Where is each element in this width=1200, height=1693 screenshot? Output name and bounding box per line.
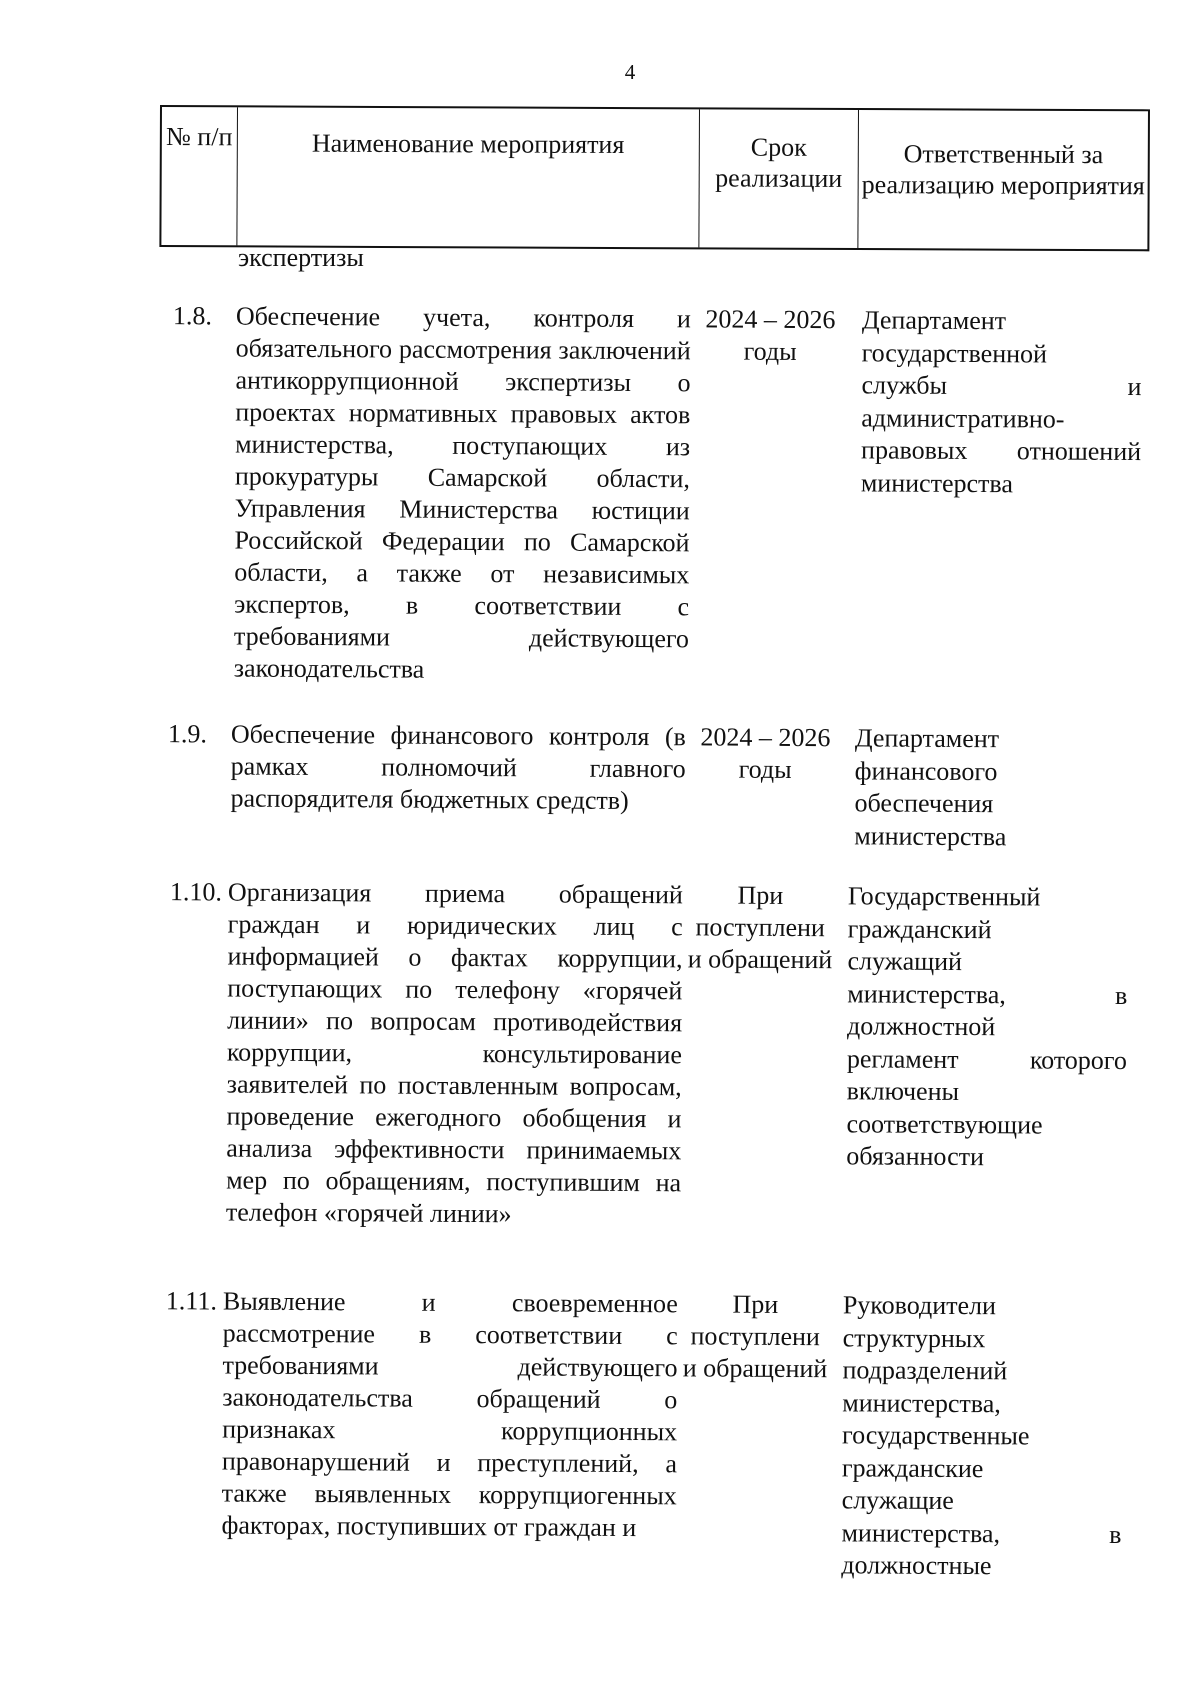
responsible-line: министерства,: [842, 1387, 1001, 1418]
row-responsible: [854, 722, 1135, 854]
responsible-line: министерства, в: [841, 1517, 1122, 1549]
row-term: 2024 – 2026 годы: [705, 304, 836, 366]
row-number: 1.11.: [165, 1286, 217, 1316]
row-measure-name: Обеспечение учета, контроля и обязательного рассмотрения заключений антикоррупционной экспертизы о проектах нормативных правовых актов министерства, поступающих из прокуратуры Самарской области, Управления Министерства юстиции Российской Федерации по Самарской области, а также от независимых экспертов, в соответствии с требованиями действующего законодательства: [233, 301, 691, 684]
responsible-line: Департамент: [861, 305, 1007, 336]
responsible-line: гражданские: [841, 1452, 984, 1483]
responsible-line: государственной: [861, 337, 1048, 368]
responsible-line: государственные: [842, 1420, 1030, 1451]
table-row: [135, 1285, 1135, 1581]
responsible-line: министерства: [860, 467, 1014, 498]
page-number: 4: [624, 60, 636, 84]
responsible-line: министерства, в: [847, 978, 1128, 1010]
row-number: 1.9.: [167, 719, 207, 749]
table-row: [150, 300, 1150, 684]
responsible-line: подразделений: [842, 1355, 1008, 1386]
continuation-text: экспертизы: [238, 243, 364, 272]
table-row: [145, 718, 1145, 851]
responsible-line: Руководители: [842, 1290, 997, 1321]
responsible-line: министерства: [854, 820, 1007, 851]
row-measure-name: Обеспечение финансового контроля (в рамках полномочий главного распорядителя бюджетных средств): [230, 719, 686, 815]
responsible-line: служащий: [847, 946, 963, 977]
responsible-line: Департамент: [854, 723, 1000, 754]
row-measure-name: Выявление и своевременное рассмотрение в соответствии с требованиями действующего законодательства обращений о признаках коррупционных правонарушений и преступлений, а также выявленных коррупциогенных факторах, поступивших от граждан и: [221, 1286, 678, 1543]
responsible-line: правовых отношений: [861, 435, 1142, 467]
responsible-line: регламент которого: [846, 1043, 1127, 1075]
responsible-line: соответствующие: [846, 1108, 1043, 1140]
row-term: При поступлени и обращений: [682, 1289, 828, 1384]
responsible-line: обеспечения: [854, 788, 994, 819]
responsible-line: финансового: [854, 755, 998, 786]
row-term: 2024 – 2026 годы: [700, 722, 831, 784]
row-responsible: [861, 304, 1142, 501]
responsible-line: гражданский: [847, 913, 992, 944]
table-header: [159, 105, 1150, 251]
row-responsible: [841, 1289, 1123, 1583]
responsible-line: должностные: [841, 1550, 992, 1581]
header-name: Наименование мероприятия: [237, 107, 700, 247]
row-term: При поступлени и обращений: [687, 880, 833, 975]
row-measure-name: Организация приема обращений граждан и юридических лиц с информацией о фактах коррупции, поступающих по телефону «горячей линии» по вопросам противодействия коррупции, консультирование заявителей по поставленным вопросам, проведение ежегодного обобщения и анализа эффективности принимаемых мер по обращениям, поступившим на телефон «горячей линии»: [225, 877, 683, 1229]
responsible-line: Государственный: [847, 881, 1041, 912]
responsible-line: включены: [846, 1076, 960, 1107]
responsible-line: службы и: [861, 370, 1142, 402]
responsible-line: административно-: [861, 402, 1065, 434]
responsible-line: служащие: [841, 1485, 954, 1516]
responsible-line: должностной: [847, 1011, 996, 1042]
header-responsible: Ответственный за реализацию мероприятия: [861, 139, 1145, 201]
responsible-line: структурных: [842, 1322, 986, 1353]
row-number: 1.8.: [172, 301, 212, 331]
row-number: 1.10.: [169, 877, 222, 907]
row-responsible: [846, 880, 1128, 1174]
table-row: [140, 876, 1140, 1229]
header-num: № п/п: [161, 107, 237, 245]
header-term: Срок реализации: [699, 109, 859, 248]
responsible-line: обязанности: [846, 1141, 985, 1172]
